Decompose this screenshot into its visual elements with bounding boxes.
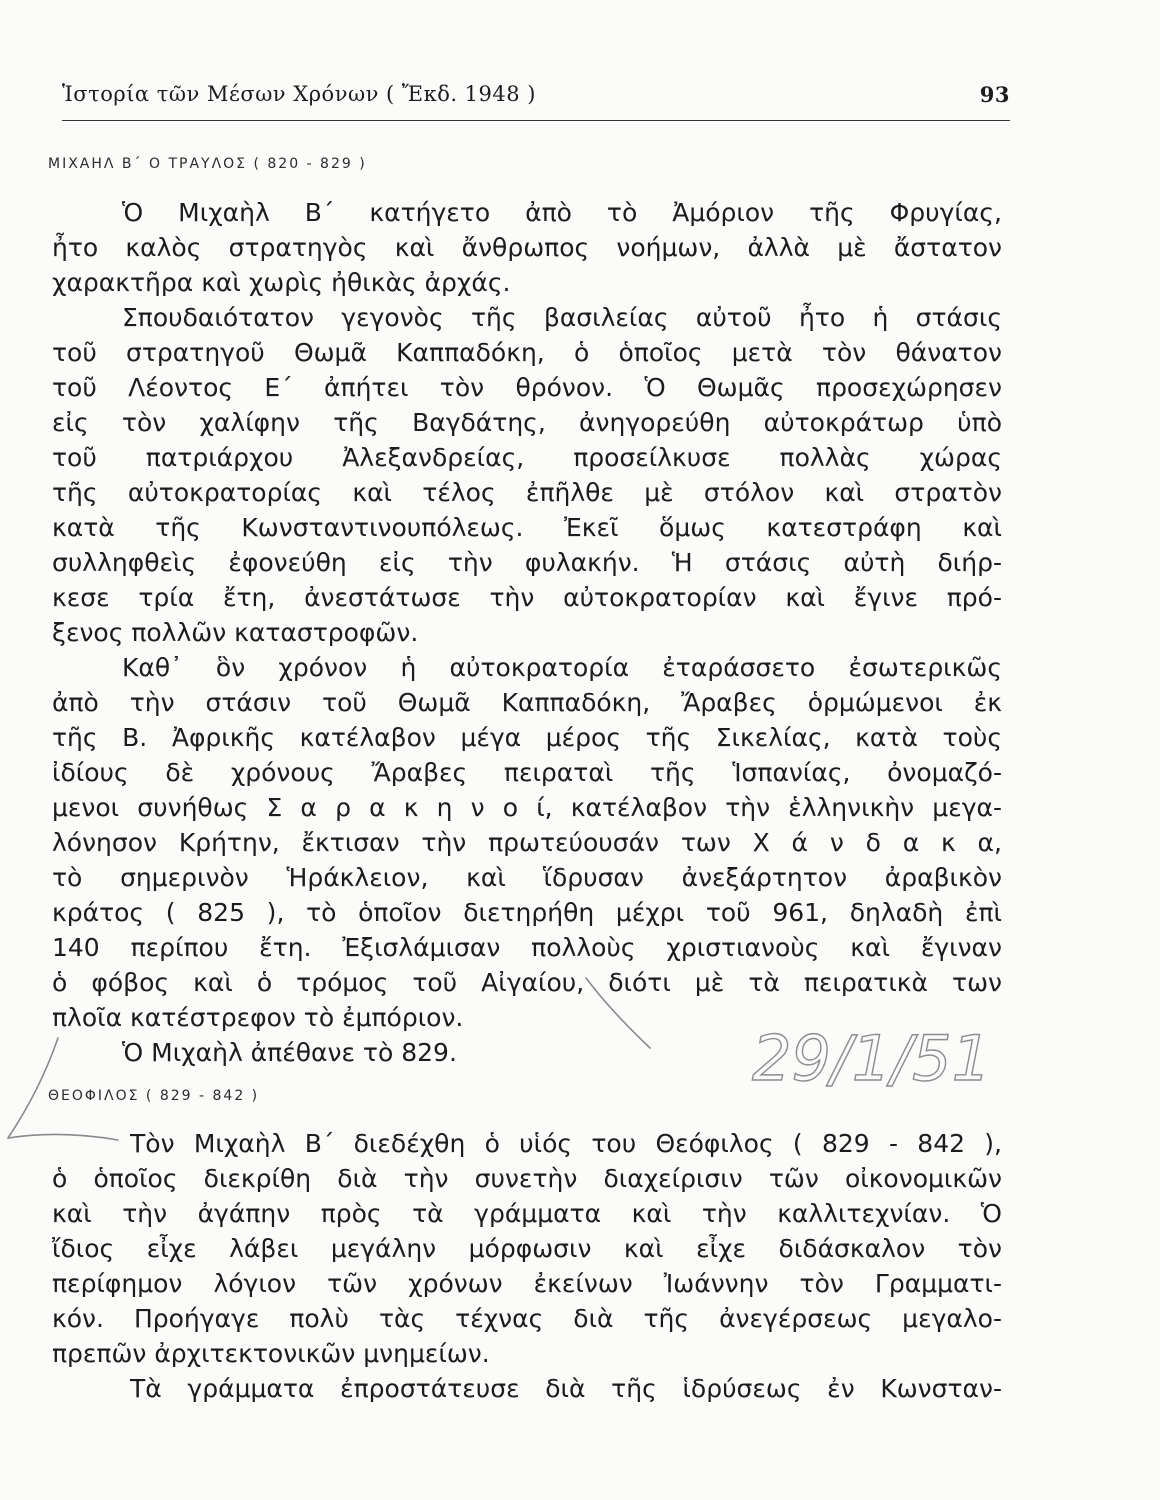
text-line: ἴδιος εἶχε λάβει μεγάλην μόρφωσιν καὶ εἶχε διδάσκαλον τὸν bbox=[52, 1234, 1002, 1263]
text-line: κεσε τρία ἔτη, ἀνεστάτωσε τὴν αὐτοκρατορίαν καὶ ἔγινε πρό- bbox=[52, 583, 1002, 612]
text-line: τῆς Β. Ἀφρικῆς κατέλαβον μέγα μέρος τῆς Σικελίας, κατὰ τοὺς bbox=[52, 723, 1002, 752]
text-line: τοῦ Λέοντος Ε΄ ἀπήτει τὸν θρόνον. Ὁ Θωμᾶς προσεχώρησεν bbox=[52, 373, 1002, 402]
text-line: Τὰ γράμματα ἐπροστάτευσε διὰ τῆς ἱδρύσεως ἐν Κωνσταν- bbox=[130, 1374, 1002, 1403]
text-line: τὸ σημερινὸν Ἡράκλειον, καὶ ἵδρυσαν ἀνεξάρτητον ἀραβικὸν bbox=[52, 863, 1002, 892]
text-line: τοῦ πατριάρχου Ἀλεξανδρείας, προσείλκυσε πολλὰς χώρας bbox=[52, 443, 1002, 472]
text-line: περίφημον λόγιον τῶν χρόνων ἐκείνων Ἰωάννην τὸν Γραμματι- bbox=[52, 1269, 1002, 1298]
text-line: ἀπὸ τὴν στάσιν τοῦ Θωμᾶ Καππαδόκη, Ἄραβες ὁρμώμενοι ἐκ bbox=[52, 688, 1002, 717]
text-line: Ὁ Μιχαὴλ ἀπέθανε τὸ 829. bbox=[122, 1038, 457, 1067]
text-line: ἰδίους δὲ χρόνους Ἄραβες πειραταὶ τῆς Ἱσπανίας, ὀνομαζό- bbox=[52, 758, 1002, 787]
text-line: καὶ τὴν ἀγάπην πρὸς τὰ γράμματα καὶ τὴν καλλιτεχνίαν. Ὁ bbox=[52, 1199, 1002, 1228]
text-line: πρεπῶν ἀρχιτεκτονικῶν μνημείων. bbox=[52, 1339, 490, 1368]
text-line: Σπουδαιότατον γεγονὸς τῆς βασιλείας αὐτοῦ ἦτο ἡ στάσις bbox=[122, 303, 1002, 332]
margin-tick bbox=[8, 1134, 118, 1140]
text-line: ἦτο καλὸς στρατηγὸς καὶ ἄνθρωπος νοήμων, ἀλλὰ μὲ ἄστατον bbox=[52, 233, 1002, 262]
text-line: ὁ φόβος καὶ ὁ τρόμος τοῦ Αἰγαίου, διότι μὲ τὰ πειρατικὰ των bbox=[52, 968, 1002, 997]
header-rule bbox=[62, 120, 1010, 121]
text-line: κατὰ τῆς Κωνσταντινουπόλεως. Ἐκεῖ ὅμως κατεστράφη καὶ bbox=[52, 513, 1002, 542]
text-line: 140 περίπου ἔτη. Ἐξισλάμισαν πολλοὺς χριστιανοὺς καὶ ἔγιναν bbox=[52, 933, 1002, 962]
text-line: συλληφθεὶς ἐφονεύθη εἰς τὴν φυλακήν. Ἡ στάσις αὐτὴ διήρ- bbox=[52, 548, 1002, 577]
section-heading-theophilos: ΘΕΟΦΙΛΟΣ ( 829 - 842 ) bbox=[48, 1088, 260, 1104]
page-number: 93 bbox=[979, 82, 1010, 107]
text-line: κράτος ( 825 ), τὸ ὁποῖον διετηρήθη μέχρι τοῦ 961, δηλαδὴ ἐπὶ bbox=[52, 898, 1002, 927]
book-title: Ἱστορία τῶν Μέσων Χρόνων ( Ἔκδ. 1948 ) bbox=[62, 82, 536, 106]
text-line: εἰς τὸν χαλίφην τῆς Βαγδάτης, ἀνηγορεύθη αὐτοκράτωρ ὑπὸ bbox=[52, 408, 1002, 437]
text-line: τοῦ στρατηγοῦ Θωμᾶ Καππαδόκη, ὁ ὁποῖος μετὰ τὸν θάνατον bbox=[52, 338, 1002, 367]
text-line: χαρακτῆρα καὶ χωρὶς ἠθικὰς ἀρχάς. bbox=[52, 268, 511, 297]
text-line: Τὸν Μιχαὴλ Β΄ διεδέχθη ὁ υἱός του Θεόφιλος ( 829 - 842 ), bbox=[130, 1129, 1002, 1158]
text-line: μενοι συνήθως Σ α ρ α κ η ν ο ί, κατέλαβον τὴν ἑλληνικὴν μεγα- bbox=[52, 793, 1002, 822]
text-line: πλοῖα κατέστρεφον τὸ ἐμπόριον. bbox=[52, 1003, 464, 1032]
text-line: ξενος πολλῶν καταστροφῶν. bbox=[52, 618, 419, 647]
text-line: λόνησον Κρήτην, ἔκτισαν τὴν πρωτεύουσάν των Χ ά ν δ α κ α, bbox=[52, 828, 1002, 857]
text-line: ὁ ὁποῖος διεκρίθη διὰ τὴν συνετὴν διαχείρισιν τῶν οἰκονομικῶν bbox=[52, 1164, 1002, 1193]
text-line: Καθ᾽ ὃν χρόνον ἡ αὐτοκρατορία ἐταράσσετο ἐσωτερικῶς bbox=[122, 653, 1002, 682]
text-line: Ὁ Μιχαὴλ Β΄ κατήγετο ἀπὸ τὸ Ἀμόριον τῆς Φρυγίας, bbox=[122, 198, 1002, 227]
handwritten-date: 29/1/51 bbox=[752, 1022, 992, 1095]
section-heading-michael: ΜΙΧΑΗΛ Β΄ Ο ΤΡΑΥΛΟΣ ( 820 - 829 ) bbox=[48, 156, 367, 172]
text-line: κόν. Προήγαγε πολὺ τὰς τέχνας διὰ τῆς ἀνεγέρσεως μεγαλο- bbox=[52, 1304, 1002, 1333]
text-line: τῆς αὐτοκρατορίας καὶ τέλος ἐπῆλθε μὲ στόλον καὶ στρατὸν bbox=[52, 478, 1002, 507]
